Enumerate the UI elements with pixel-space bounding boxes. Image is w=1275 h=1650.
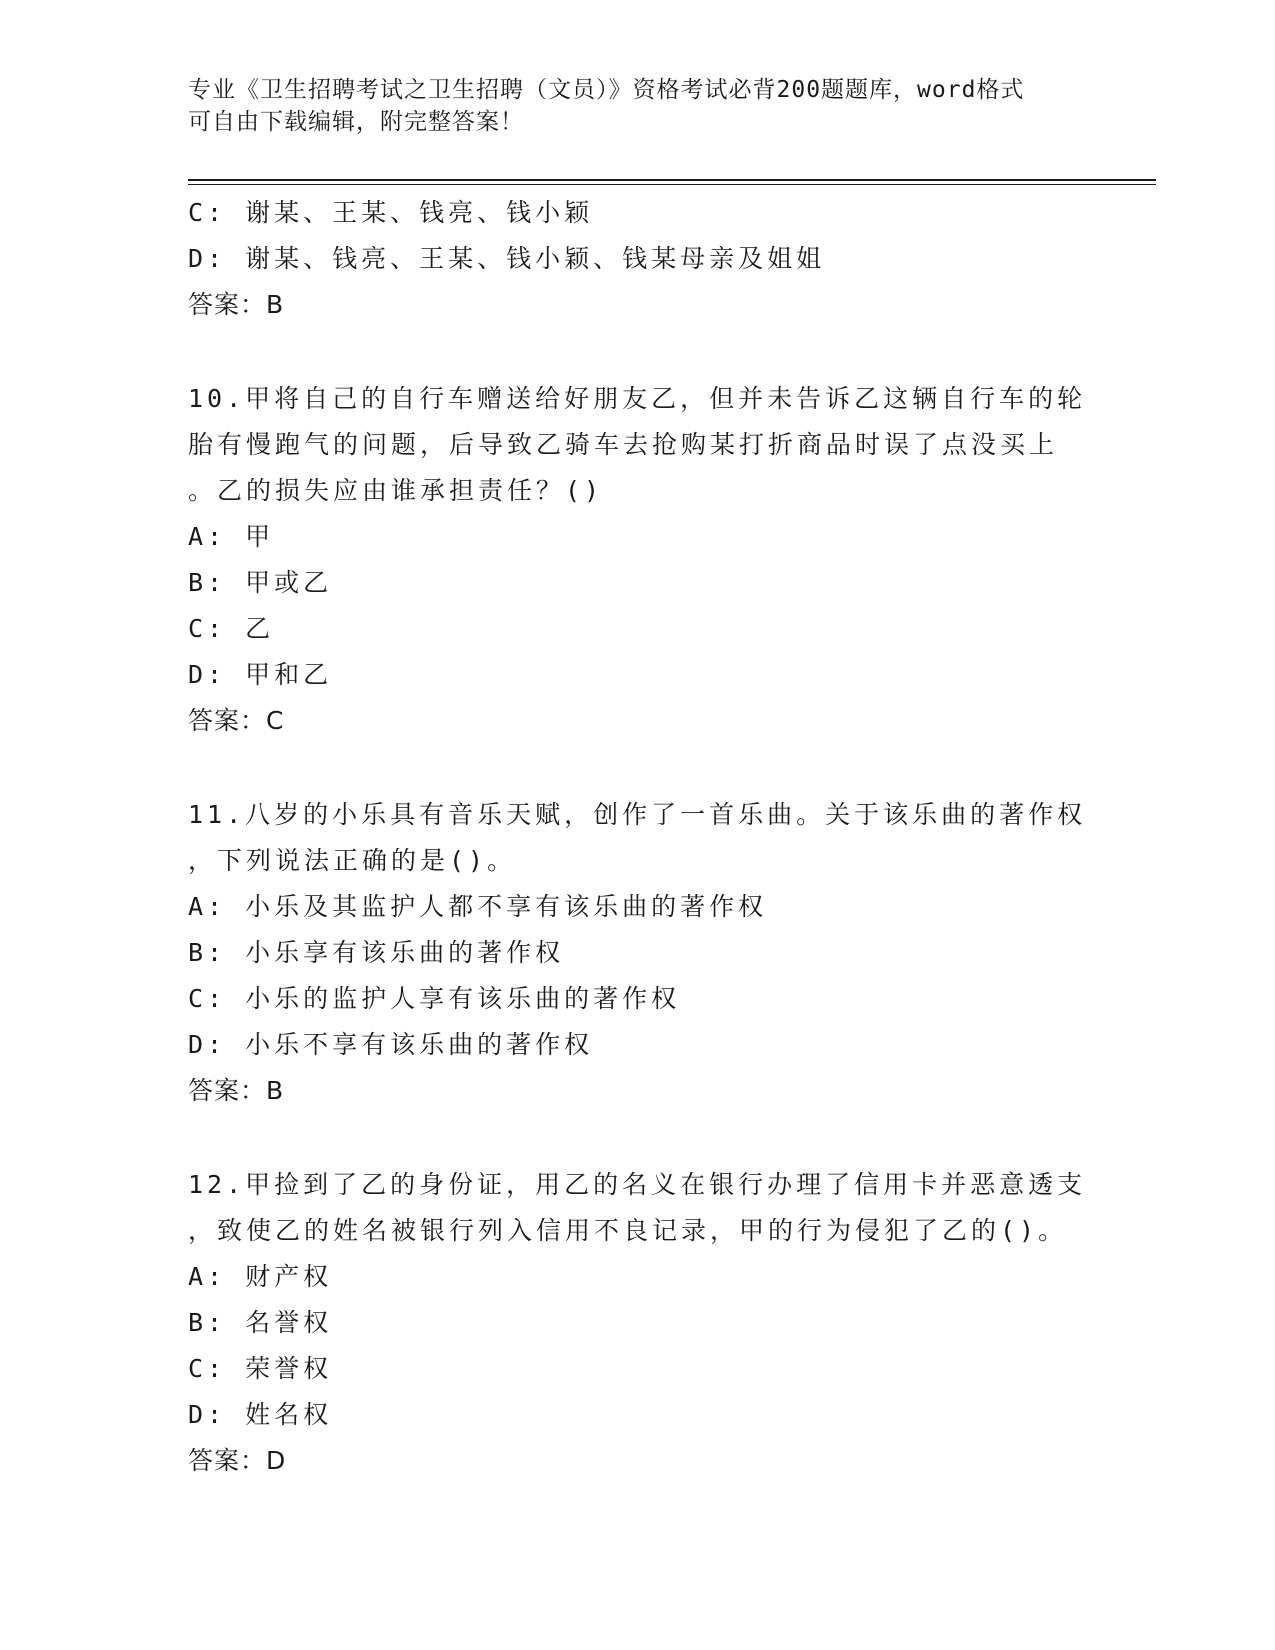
question-text-line: ，下列说法正确的是()。 [188, 846, 517, 875]
option-c: C: 谢某、王某、钱亮、钱小颖 [188, 198, 594, 227]
section-gap [188, 1114, 1108, 1162]
page-header [188, 74, 1068, 138]
option-a: A: 甲 [188, 522, 275, 551]
option-d: D: 甲和乙 [188, 660, 333, 689]
answer-line: 答案：D [188, 1446, 287, 1475]
answer-line: 答案：B [188, 290, 285, 319]
option-a: A: 财产权 [188, 1262, 333, 1291]
question-text-line: 11.八岁的小乐具有音乐天赋，创作了一首乐曲。关于该乐曲的著作权 [188, 800, 1087, 829]
question-text-line: 10.甲将自己的自行车赠送给好朋友乙，但并未告诉乙这辆自行车的轮 [188, 384, 1087, 413]
option-a: A: 小乐及其监护人都不享有该乐曲的著作权 [188, 892, 768, 921]
option-d: D: 小乐不享有该乐曲的著作权 [188, 1030, 594, 1059]
question-12 [188, 1162, 1108, 1484]
section-gap [188, 328, 1108, 376]
option-c: C: 荣誉权 [188, 1354, 333, 1383]
header-divider [188, 179, 1156, 185]
option-d: D: 姓名权 [188, 1400, 333, 1429]
header-title-line-2: 可自由下载编辑，附完整答案！ [188, 109, 524, 135]
answer-line: 答案：B [188, 1076, 285, 1105]
question-11 [188, 792, 1108, 1114]
option-b: B: 小乐享有该乐曲的著作权 [188, 938, 565, 967]
option-c: C: 小乐的监护人享有该乐曲的著作权 [188, 984, 681, 1013]
question-9-continued [188, 190, 1108, 328]
document-body [188, 190, 1108, 1484]
section-gap [188, 744, 1108, 792]
question-10 [188, 376, 1108, 744]
question-text-line: 12.甲捡到了乙的身份证，用乙的名义在银行办理了信用卡并恶意透支 [188, 1170, 1087, 1199]
question-text-line: ，致使乙的姓名被银行列入信用不良记录，甲的行为侵犯了乙的()。 [188, 1216, 1068, 1245]
option-b: B: 甲或乙 [188, 568, 333, 597]
option-d: D: 谢某、钱亮、王某、钱小颖、钱某母亲及姐姐 [188, 244, 826, 273]
header-title-line-1: 专业《卫生招聘考试之卫生招聘（文员）》资格考试必背200题题库，word格式 [188, 77, 1025, 103]
question-text-line: 胎有慢跑气的问题，后导致乙骑车去抢购某打折商品时误了点没买上 [188, 430, 1059, 459]
option-b: B: 名誉权 [188, 1308, 333, 1337]
option-c: C: 乙 [188, 614, 275, 643]
answer-line: 答案：C [188, 706, 285, 735]
question-text-line: 。乙的损失应由谁承担责任？() [188, 476, 604, 505]
